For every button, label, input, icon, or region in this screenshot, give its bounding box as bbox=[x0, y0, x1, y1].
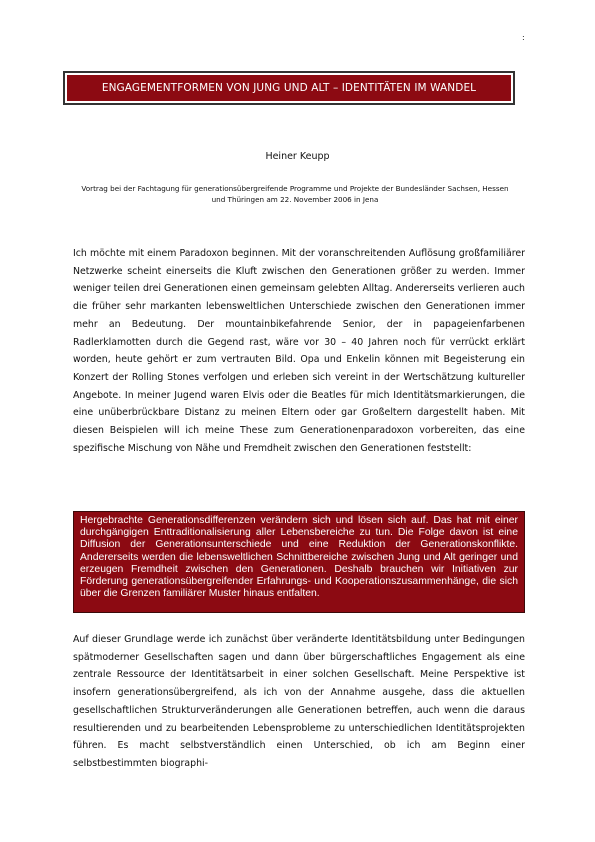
thesis-text: Hergebrachte Generationsdifferenzen verändern sich und lösen sich auf. Das hat mit einer durchgängigen Enttraditionalisierung aller Lebensbereiche zu tun. Die Folge davon ist eine Diffusion der Generationsunterschiede und eine Reduktion der Generationskonflikte. Andererseits werden die lebensweltlichen Schnittbereiche zwischen Jung und Alt geringer und erzeugen Fremdheit zwischen den Generationen. Deshalb brauchen wir Initiativen zur Förderung generationsübergreifender Erfahrungs- und Kooperationszusammenhänge, die sich über die Grenzen familiärer Muster hinaus entfalten. bbox=[80, 515, 518, 600]
venue-note: Vortrag bei der Fachtagung für generationsübergreifende Programme und Projekte der Bundesländer Sachsen, Hessen und Thüringen am 22. November 2006 in Jena bbox=[81, 184, 509, 204]
author-name: Heiner Keupp bbox=[265, 151, 330, 162]
title-banner-fill bbox=[67, 75, 511, 101]
thesis-box bbox=[73, 511, 525, 613]
body-paragraph-2: Auf dieser Grundlage werde ich zunächst über veränderte Identitätsbildung unter Bedingungen spätmoderner Gesellschaften sagen und dann über bürgerschaftliches Engagement als eine zentrale Ressource der Identitätsarbeit in einer solchen Gesellschaft. Meine Perspektive ist insofern generationsübergreifend, als ich von der Annahme ausgehe, dass die aktuellen gesellschaftlichen Strukturveränderungen alle Generationen betreffen, auch wenn die daraus resultierenden und zu bearbeitenden Lebensprobleme zu unterschiedlichen Identitätsprojekten führen. Es macht selbstverständlich einen Unterschied, ob ich am Beginn einer selbstbestimmten biographi- bbox=[73, 634, 525, 769]
page-number: : bbox=[522, 33, 525, 42]
body-paragraph-1: Ich möchte mit einem Paradoxon beginnen. Mit der voranschreitenden Auflösung großfamiliärer Netzwerke scheint einerseits die Kluft zwischen den Generationen größer zu werden. Immer weniger teilen drei Generationen einen gemeinsam gelebten Alltag. Andererseits verlieren auch die früher sehr markanten lebensweltlichen Unterschiede zwischen den Generationen immer mehr an Bedeutung. Der mountainbikefahrende Senior, der in papageienfarbenen Radlerklamotten durch die Gegend rast, wäre vor 30 – 40 Jahren noch für verrückt erklärt worden, heute gehört er zum vertrauten Bild. Opa und Enkelin können mit Begeisterung ein Konzert der Rolling Stones verfolgen und erleben sich vereint in der Wertschätzung kultureller Angebote. In meiner Jugend waren Elvis oder die Beatles für mich Identitätsmarkierungen, die eine unüberbrückbare Distanz zu meinen Eltern oder gar Großeltern dargestellt haben. Mit diesen Beispielen will ich meine These zum Generationenparadoxon vorbereiten, das eine spezifische Mischung von Nähe und Fremdheit zwischen den Generationen feststellt: bbox=[73, 248, 525, 454]
document-title: ENGAGEMENTFORMEN VON JUNG UND ALT – IDENTITÄTEN IM WANDEL bbox=[101, 82, 477, 94]
title-banner bbox=[63, 71, 515, 105]
